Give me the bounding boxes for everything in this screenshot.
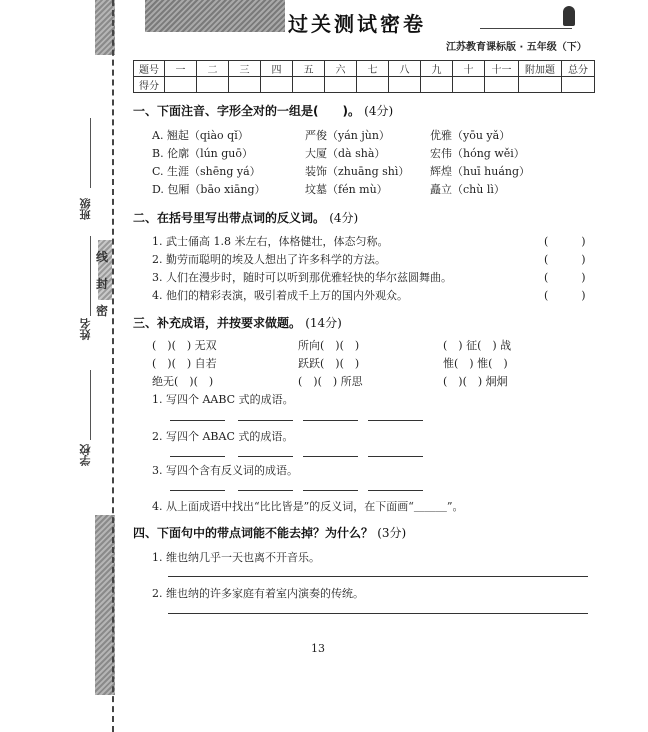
answer-line[interactable] xyxy=(238,420,293,421)
answer-paren[interactable]: ( ) xyxy=(544,253,586,266)
section2-heading xyxy=(133,209,358,226)
answer-line[interactable] xyxy=(170,420,225,421)
section4-heading xyxy=(133,524,406,541)
option-b-1: B. 伦廓（lún guō） xyxy=(152,147,254,160)
idiom-blank[interactable]: ( )( ) 所思 xyxy=(298,375,363,388)
score-input-cell[interactable] xyxy=(389,77,421,93)
score-cell: 四 xyxy=(261,61,293,77)
idiom-blank[interactable]: 绝无( )( ) xyxy=(152,375,214,388)
idiom-blank[interactable]: ( ) 征( ) 战 xyxy=(443,339,512,352)
idiom-blank[interactable]: 跃跃( )( ) xyxy=(298,357,360,370)
answer-paren[interactable]: ( ) xyxy=(544,289,586,302)
option-c-3: 辉煌（huī huáng） xyxy=(430,165,531,178)
answer-paren[interactable]: ( ) xyxy=(544,235,586,248)
idiom-question-3: 3. 写四个含有反义词的成语。 xyxy=(152,464,298,477)
answer-line[interactable] xyxy=(303,456,358,457)
score-cell: 五 xyxy=(293,61,325,77)
section3-title: 三、补充成语，并按要求做题。 xyxy=(133,316,302,330)
answer-line[interactable] xyxy=(303,490,358,491)
idiom-blank[interactable]: 所向( )( ) xyxy=(298,339,360,352)
page-title: 过关测试密卷 xyxy=(288,12,426,36)
idiom-blank[interactable]: 惟( ) 惟( ) xyxy=(443,357,508,370)
antonym-item-1: 1. 武士俑高 1.8 米左右，体格健壮，体态匀称。 xyxy=(152,235,389,248)
section1-points: (4分) xyxy=(364,104,394,118)
score-input-cell[interactable] xyxy=(165,77,197,93)
dotted-word-item-1: 1. 维也纳几乎一天也离不开音乐。 xyxy=(152,551,320,564)
answer-line[interactable] xyxy=(168,576,588,577)
answer-line[interactable] xyxy=(168,613,588,614)
section2-title: 二、在括号里写出带点词的反义词。 xyxy=(133,211,326,225)
edition-label: 江苏教育课标版 · 五年级（下） xyxy=(446,42,587,53)
seal-char-seal: 封 xyxy=(96,277,109,291)
answer-line[interactable] xyxy=(170,490,225,491)
header-mark-icon xyxy=(563,6,575,26)
option-a-3: 优雅（yōu yǎ） xyxy=(430,129,511,142)
score-table xyxy=(133,60,595,93)
score-table-score-row xyxy=(134,77,595,93)
score-cell: 三 xyxy=(229,61,261,77)
option-a-1: A. 翘起（qiào qǐ） xyxy=(152,129,249,142)
section2-points: (4分) xyxy=(329,211,359,225)
score-input-cell[interactable] xyxy=(421,77,453,93)
dotted-word-item-2: 2. 维也纳的许多家庭有着室内演奏的传统。 xyxy=(152,587,364,600)
idiom-blank[interactable]: ( )( ) 无双 xyxy=(152,339,217,352)
score-cell: 二 xyxy=(197,61,229,77)
score-input-cell[interactable] xyxy=(197,77,229,93)
seal-char-line: 线 xyxy=(96,250,109,264)
score-cell: 附加题 xyxy=(519,61,562,77)
option-c-2: 装饰（zhuāng shì） xyxy=(305,165,410,178)
answer-line[interactable] xyxy=(238,490,293,491)
answer-line[interactable] xyxy=(303,420,358,421)
score-input-cell[interactable] xyxy=(485,77,519,93)
score-input-cell[interactable] xyxy=(453,77,485,93)
section1-title: 一、下面注音、字形全对的一组是( )。 xyxy=(133,104,360,118)
score-input-cell[interactable] xyxy=(357,77,389,93)
header-banner-right xyxy=(480,2,572,29)
score-cell: 九 xyxy=(421,61,453,77)
section1-heading xyxy=(133,102,393,119)
score-input-cell[interactable] xyxy=(325,77,357,93)
option-d-3: 矗立（chù lì） xyxy=(430,183,505,196)
score-cell: 十一 xyxy=(485,61,519,77)
answer-line[interactable] xyxy=(368,420,423,421)
option-a-2: 严俊（yán jùn） xyxy=(305,129,390,142)
cut-line xyxy=(112,0,114,732)
school-write-line xyxy=(90,370,91,440)
score-input-cell[interactable] xyxy=(519,77,562,93)
score-cell: 得分 xyxy=(134,77,165,93)
answer-line[interactable] xyxy=(238,456,293,457)
answer-line[interactable] xyxy=(368,490,423,491)
section4-title: 四、下面句中的带点词能不能去掉？为什么？ xyxy=(133,526,374,540)
section3-heading xyxy=(133,314,342,331)
answer-paren[interactable]: ( ) xyxy=(544,271,586,284)
option-d-2: 坟墓（fén mù） xyxy=(305,183,388,196)
seal-char-secret: 密 xyxy=(96,304,109,318)
answer-line[interactable] xyxy=(368,456,423,457)
score-cell: 一 xyxy=(165,61,197,77)
score-cell: 八 xyxy=(389,61,421,77)
score-cell: 题号 xyxy=(134,61,165,77)
option-b-2: 大厦（dà shà） xyxy=(305,147,386,160)
section4-points: (3分) xyxy=(377,526,407,540)
antonym-item-2: 2. 勤劳而聪明的埃及人想出了许多科学的方法。 xyxy=(152,253,386,266)
class-write-line xyxy=(90,118,91,188)
idiom-blank[interactable]: ( )( ) 自若 xyxy=(152,357,217,370)
answer-line[interactable] xyxy=(170,456,225,457)
score-cell: 六 xyxy=(325,61,357,77)
option-c-1: C. 生涯（shēng yá） xyxy=(152,165,261,178)
idiom-question-4: 4. 从上面成语中找出“比比皆是”的反义词，在下面画“＿＿＿”。 xyxy=(152,500,464,513)
school-label: 学校 xyxy=(79,444,92,466)
score-cell: 总分 xyxy=(562,61,595,77)
score-table-header-row xyxy=(134,61,595,77)
score-input-cell[interactable] xyxy=(261,77,293,93)
idiom-blank[interactable]: ( )( ) 炯炯 xyxy=(443,375,508,388)
score-input-cell[interactable] xyxy=(293,77,325,93)
score-input-cell[interactable] xyxy=(229,77,261,93)
option-d-1: D. 包厢（bāo xiāng） xyxy=(152,183,266,196)
idiom-question-2: 2. 写四个 ABAC 式的成语。 xyxy=(152,430,294,443)
score-cell: 十 xyxy=(453,61,485,77)
score-cell: 七 xyxy=(357,61,389,77)
name-write-line xyxy=(90,236,91,316)
name-label: 姓名 xyxy=(79,318,92,340)
header-banner-left xyxy=(145,0,285,32)
antonym-item-3: 3. 人们在漫步时，随时可以听到那优雅轻快的华尔兹圆舞曲。 xyxy=(152,271,452,284)
section3-points: (14分) xyxy=(305,316,342,330)
class-label: 班级 xyxy=(79,198,92,220)
antonym-item-4: 4. 他们的精彩表演，吸引着成千上万的国内外观众。 xyxy=(152,289,408,302)
score-input-cell[interactable] xyxy=(562,77,595,93)
option-b-3: 宏伟（hóng wěi） xyxy=(430,147,525,160)
page-number: 13 xyxy=(311,642,325,655)
idiom-question-1: 1. 写四个 AABC 式的成语。 xyxy=(152,393,294,406)
